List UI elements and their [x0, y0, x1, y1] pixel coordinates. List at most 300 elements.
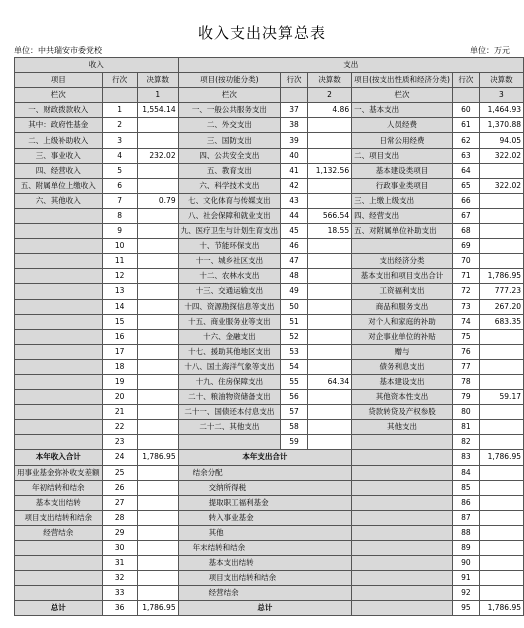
- func-line: 42: [281, 178, 308, 193]
- table-row: [15, 193, 524, 208]
- income-line: 33: [102, 586, 137, 601]
- income-item: 六、其他收入: [15, 193, 103, 208]
- income-amount: [137, 390, 178, 405]
- exp-item: 年末结转和结余: [178, 541, 352, 556]
- exp-amount: [479, 465, 523, 480]
- table-row: [15, 374, 524, 389]
- econ-amount: [479, 208, 523, 223]
- func-item: 五、教育支出: [178, 163, 281, 178]
- func-item: 十七、援助其他地区支出: [178, 344, 281, 359]
- econ-line: 61: [452, 118, 479, 133]
- header-line: 行次: [452, 73, 479, 88]
- header-amount: 决算数: [479, 73, 523, 88]
- exp-item: 结余分配: [178, 465, 352, 480]
- func-line: 55: [281, 374, 308, 389]
- econ-line: 82: [452, 435, 479, 450]
- lanci-label: 栏次: [178, 88, 281, 103]
- table-row: [15, 314, 524, 329]
- func-amount: 18.55: [307, 224, 351, 239]
- func-item: [178, 435, 281, 450]
- exp-item: 基本支出结转: [178, 556, 352, 571]
- income-item: [15, 405, 103, 420]
- income-line: 25: [102, 465, 137, 480]
- func-line: 41: [281, 163, 308, 178]
- total-exp-line: 83: [452, 450, 479, 465]
- func-line: 48: [281, 269, 308, 284]
- income-line: 20: [102, 390, 137, 405]
- budget-table: [14, 57, 524, 616]
- econ-amount: [479, 254, 523, 269]
- income-amount: [137, 435, 178, 450]
- income-line: 3: [102, 133, 137, 148]
- total-exp-empty: [352, 450, 453, 465]
- header-amount: 决算数: [137, 73, 178, 88]
- income-item: [15, 344, 103, 359]
- lanci-empty: [102, 88, 137, 103]
- econ-item: 赠与: [352, 344, 453, 359]
- func-line: 45: [281, 224, 308, 239]
- econ-line: 75: [452, 329, 479, 344]
- func-amount: [307, 178, 351, 193]
- econ-item: 基本建设类项目: [352, 163, 453, 178]
- exp-line: 89: [452, 541, 479, 556]
- income-item: 一、财政拨款收入: [15, 103, 103, 118]
- income-item: [15, 254, 103, 269]
- econ-amount: 322.02: [479, 148, 523, 163]
- econ-amount: 94.05: [479, 133, 523, 148]
- func-line: 50: [281, 299, 308, 314]
- func-item: 一、一般公共服务支出: [178, 103, 281, 118]
- econ-line: 62: [452, 133, 479, 148]
- func-amount: [307, 299, 351, 314]
- func-item: 八、社会保障和就业支出: [178, 208, 281, 223]
- income-amount: [137, 314, 178, 329]
- table-row: [15, 284, 524, 299]
- income-line: 15: [102, 314, 137, 329]
- unit-currency: 单位：万元: [470, 46, 510, 55]
- econ-amount: [479, 344, 523, 359]
- func-amount: [307, 344, 351, 359]
- income-item: [15, 329, 103, 344]
- func-item: 六、科学技术支出: [178, 178, 281, 193]
- exp-line: 84: [452, 465, 479, 480]
- table-row: [15, 405, 524, 420]
- income-line: 9: [102, 224, 137, 239]
- exp-line: 92: [452, 586, 479, 601]
- econ-item: 工资福利支出: [352, 284, 453, 299]
- income-line: 17: [102, 344, 137, 359]
- exp-line: 85: [452, 480, 479, 495]
- header-line: 行次: [102, 73, 137, 88]
- func-item: 十九、住房保障支出: [178, 374, 281, 389]
- income-amount: [137, 224, 178, 239]
- econ-item: 其他资本性支出: [352, 390, 453, 405]
- exp-item: 经营结余: [178, 586, 352, 601]
- econ-amount: 683.35: [479, 314, 523, 329]
- econ-amount: [479, 359, 523, 374]
- func-amount: [307, 118, 351, 133]
- table-row: [15, 541, 524, 556]
- econ-item: 五、对附属单位补助支出: [352, 224, 453, 239]
- econ-item: 二、项目支出: [352, 148, 453, 163]
- table-row: [15, 495, 524, 510]
- income-line: 4: [102, 148, 137, 163]
- exp-amount: [479, 480, 523, 495]
- total-income-value: 1,786.95: [137, 450, 178, 465]
- func-line: 40: [281, 148, 308, 163]
- func-item: 十三、交通运输支出: [178, 284, 281, 299]
- header-item: 项目: [15, 73, 103, 88]
- exp-amount: [479, 510, 523, 525]
- econ-line: 74: [452, 314, 479, 329]
- table-row: [15, 465, 524, 480]
- econ-amount: [479, 239, 523, 254]
- func-amount: [307, 133, 351, 148]
- func-amount: [307, 254, 351, 269]
- econ-line: 79: [452, 390, 479, 405]
- func-item: 十六、金融支出: [178, 329, 281, 344]
- func-amount: 1,132.56: [307, 163, 351, 178]
- econ-line: 81: [452, 420, 479, 435]
- econ-item: 日常公用经费: [352, 133, 453, 148]
- table-row: [15, 329, 524, 344]
- income-item: [15, 208, 103, 223]
- report-title: 收入支出决算总表: [197, 24, 326, 42]
- func-line: 57: [281, 405, 308, 420]
- grand-exp-value: 1,786.95: [479, 601, 523, 616]
- econ-item: 支出经济分类: [352, 254, 453, 269]
- func-item: 十八、国土海洋气象等支出: [178, 359, 281, 374]
- lanci-empty: [452, 88, 479, 103]
- expenditure-section-header: 支出: [178, 58, 523, 73]
- total-row: [15, 450, 524, 465]
- func-item: 十五、商业服务业等支出: [178, 314, 281, 329]
- func-amount: 64.34: [307, 374, 351, 389]
- income-amount: [137, 586, 178, 601]
- econ-item: 基本建设支出: [352, 374, 453, 389]
- header-func-item: 项目(按功能分类): [178, 73, 281, 88]
- table-row: [15, 269, 524, 284]
- income-line: 18: [102, 359, 137, 374]
- income-item: 项目支出结转和结余: [15, 510, 103, 525]
- income-line: 29: [102, 525, 137, 540]
- exp-amount: [479, 495, 523, 510]
- grand-income-line: 36: [102, 601, 137, 616]
- econ-amount: [479, 224, 523, 239]
- income-line: 21: [102, 405, 137, 420]
- income-amount: 0.79: [137, 193, 178, 208]
- func-amount: [307, 148, 351, 163]
- grand-exp-label: 总计: [178, 601, 352, 616]
- func-amount: [307, 193, 351, 208]
- table-row: [15, 510, 524, 525]
- lanci-2: 2: [307, 88, 351, 103]
- func-item: 四、公共安全支出: [178, 148, 281, 163]
- func-line: 37: [281, 103, 308, 118]
- econ-item: 贷款转贷及产权参股: [352, 405, 453, 420]
- income-item: [15, 299, 103, 314]
- func-item: 二十一、国债还本付息支出: [178, 405, 281, 420]
- grand-exp-empty: [352, 601, 453, 616]
- econ-line: 70: [452, 254, 479, 269]
- func-line: 53: [281, 344, 308, 359]
- exp-item: 提取职工福利基金: [178, 495, 352, 510]
- table-row: [15, 435, 524, 450]
- func-amount: [307, 390, 351, 405]
- table-row: [15, 103, 524, 118]
- income-item: [15, 239, 103, 254]
- econ-item: 行政事业类项目: [352, 178, 453, 193]
- income-line: 28: [102, 510, 137, 525]
- func-line: 58: [281, 420, 308, 435]
- func-item: 十、节能环保支出: [178, 239, 281, 254]
- table-row: [15, 163, 524, 178]
- income-item: 年初结转和结余: [15, 480, 103, 495]
- econ-amount: 322.02: [479, 178, 523, 193]
- econ-item: [352, 435, 453, 450]
- econ-item: 对企事业单位的补贴: [352, 329, 453, 344]
- lanci-empty: [281, 88, 308, 103]
- income-item: 四、经营收入: [15, 163, 103, 178]
- income-item: [15, 284, 103, 299]
- table-row: [15, 420, 524, 435]
- func-line: 44: [281, 208, 308, 223]
- econ-amount: [479, 374, 523, 389]
- income-amount: [137, 465, 178, 480]
- table-row: [15, 390, 524, 405]
- exp-amount: [479, 571, 523, 586]
- income-item: [15, 269, 103, 284]
- func-line: 54: [281, 359, 308, 374]
- table-row: [15, 556, 524, 571]
- income-amount: [137, 374, 178, 389]
- income-line: 12: [102, 269, 137, 284]
- econ-line: 65: [452, 178, 479, 193]
- table-row: [15, 525, 524, 540]
- func-line: 51: [281, 314, 308, 329]
- func-amount: 566.54: [307, 208, 351, 223]
- income-item: 基本支出结转: [15, 495, 103, 510]
- func-amount: [307, 420, 351, 435]
- econ-line: 76: [452, 344, 479, 359]
- table-row: [15, 208, 524, 223]
- exp-empty: [352, 571, 453, 586]
- income-item: [15, 314, 103, 329]
- exp-empty: [352, 525, 453, 540]
- income-line: 19: [102, 374, 137, 389]
- econ-item: [352, 239, 453, 254]
- func-item: 十二、农林水支出: [178, 269, 281, 284]
- income-amount: [137, 344, 178, 359]
- grand-income-value: 1,786.95: [137, 601, 178, 616]
- income-line: 31: [102, 556, 137, 571]
- income-line: 6: [102, 178, 137, 193]
- exp-amount: [479, 541, 523, 556]
- income-line: 11: [102, 254, 137, 269]
- func-item: 十一、城乡社区支出: [178, 254, 281, 269]
- econ-amount: [479, 435, 523, 450]
- econ-line: 69: [452, 239, 479, 254]
- econ-amount: 1,370.88: [479, 118, 523, 133]
- income-item: 二、上级补助收入: [15, 133, 103, 148]
- income-amount: [137, 178, 178, 193]
- econ-amount: [479, 329, 523, 344]
- exp-line: 90: [452, 556, 479, 571]
- table-row: [15, 480, 524, 495]
- total-income-label: 本年收入合计: [15, 450, 103, 465]
- func-amount: [307, 435, 351, 450]
- income-item: 五、附属单位上缴收入: [15, 178, 103, 193]
- total-exp-value: 1,786.95: [479, 450, 523, 465]
- econ-amount: [479, 193, 523, 208]
- func-line: 43: [281, 193, 308, 208]
- econ-line: 72: [452, 284, 479, 299]
- func-amount: [307, 405, 351, 420]
- econ-line: 64: [452, 163, 479, 178]
- econ-line: 73: [452, 299, 479, 314]
- func-item: 十四、资源勘探信息等支出: [178, 299, 281, 314]
- econ-item: 三、上缴上级支出: [352, 193, 453, 208]
- income-amount: [137, 510, 178, 525]
- income-amount: [137, 571, 178, 586]
- econ-amount: 1,464.93: [479, 103, 523, 118]
- econ-item: 四、经营支出: [352, 208, 453, 223]
- income-line: 8: [102, 208, 137, 223]
- income-line: 13: [102, 284, 137, 299]
- econ-item: 商品和服务支出: [352, 299, 453, 314]
- func-item: 二十二、其他支出: [178, 420, 281, 435]
- exp-line: 86: [452, 495, 479, 510]
- econ-line: 80: [452, 405, 479, 420]
- exp-empty: [352, 465, 453, 480]
- income-amount: [137, 239, 178, 254]
- income-amount: [137, 118, 178, 133]
- econ-item: 基本支出和项目支出合计: [352, 269, 453, 284]
- exp-line: 91: [452, 571, 479, 586]
- income-line: 32: [102, 571, 137, 586]
- func-line: 52: [281, 329, 308, 344]
- lanci-3: 3: [479, 88, 523, 103]
- income-section-header: 收入: [15, 58, 179, 73]
- func-amount: [307, 329, 351, 344]
- func-line: 38: [281, 118, 308, 133]
- income-line: 30: [102, 541, 137, 556]
- table-row: [15, 133, 524, 148]
- exp-item: 其他: [178, 525, 352, 540]
- income-amount: [137, 359, 178, 374]
- econ-amount: [479, 163, 523, 178]
- econ-amount: 267.20: [479, 299, 523, 314]
- unit-org: 单位：中共瑞安市委党校: [14, 46, 102, 55]
- func-item: 三、国防支出: [178, 133, 281, 148]
- exp-empty: [352, 556, 453, 571]
- func-item: 七、文化体育与传媒支出: [178, 193, 281, 208]
- table-row: [15, 344, 524, 359]
- table-row: [15, 359, 524, 374]
- income-amount: [137, 405, 178, 420]
- table-row: [15, 118, 524, 133]
- func-item: 二、外交支出: [178, 118, 281, 133]
- income-line: 7: [102, 193, 137, 208]
- econ-item: 对个人和家庭的补助: [352, 314, 453, 329]
- header-line: 行次: [281, 73, 308, 88]
- income-amount: [137, 299, 178, 314]
- econ-line: 77: [452, 359, 479, 374]
- income-amount: [137, 269, 178, 284]
- exp-empty: [352, 541, 453, 556]
- table-row: [15, 148, 524, 163]
- econ-amount: [479, 405, 523, 420]
- func-amount: [307, 269, 351, 284]
- exp-amount: [479, 525, 523, 540]
- func-line: 56: [281, 390, 308, 405]
- income-amount: [137, 480, 178, 495]
- exp-item: 转入事业基金: [178, 510, 352, 525]
- econ-item: 一、基本支出: [352, 103, 453, 118]
- income-item: [15, 435, 103, 450]
- table-row: [15, 586, 524, 601]
- exp-item: 项目支出结转和结余: [178, 571, 352, 586]
- income-line: 26: [102, 480, 137, 495]
- income-item: [15, 556, 103, 571]
- table-row: [15, 254, 524, 269]
- income-line: 1: [102, 103, 137, 118]
- func-line: 39: [281, 133, 308, 148]
- func-line: 49: [281, 284, 308, 299]
- income-amount: 232.02: [137, 148, 178, 163]
- table-row: [15, 571, 524, 586]
- exp-amount: [479, 586, 523, 601]
- table-row: [15, 178, 524, 193]
- income-item: [15, 374, 103, 389]
- func-item: 二十、粮油物资储备支出: [178, 390, 281, 405]
- income-item: [15, 541, 103, 556]
- income-item: [15, 420, 103, 435]
- income-amount: [137, 208, 178, 223]
- income-amount: [137, 284, 178, 299]
- income-amount: [137, 541, 178, 556]
- exp-item: 交纳所得税: [178, 480, 352, 495]
- exp-empty: [352, 586, 453, 601]
- func-amount: [307, 359, 351, 374]
- income-amount: [137, 133, 178, 148]
- exp-amount: [479, 556, 523, 571]
- income-item: [15, 224, 103, 239]
- func-line: 47: [281, 254, 308, 269]
- table-row: [15, 299, 524, 314]
- lanci-label: 栏次: [15, 88, 103, 103]
- income-item: 三、事业收入: [15, 148, 103, 163]
- func-amount: [307, 239, 351, 254]
- econ-line: 60: [452, 103, 479, 118]
- econ-item: 其他支出: [352, 420, 453, 435]
- income-line: 27: [102, 495, 137, 510]
- func-line: 46: [281, 239, 308, 254]
- econ-line: 63: [452, 148, 479, 163]
- income-item: [15, 586, 103, 601]
- income-amount: 1,554.14: [137, 103, 178, 118]
- grand-exp-line: 95: [452, 601, 479, 616]
- income-amount: [137, 420, 178, 435]
- table-row: [15, 239, 524, 254]
- exp-empty: [352, 480, 453, 495]
- income-line: 23: [102, 435, 137, 450]
- econ-amount: 59.17: [479, 390, 523, 405]
- income-line: 16: [102, 329, 137, 344]
- income-amount: [137, 525, 178, 540]
- income-item: 其中：政府性基金: [15, 118, 103, 133]
- income-line: 2: [102, 118, 137, 133]
